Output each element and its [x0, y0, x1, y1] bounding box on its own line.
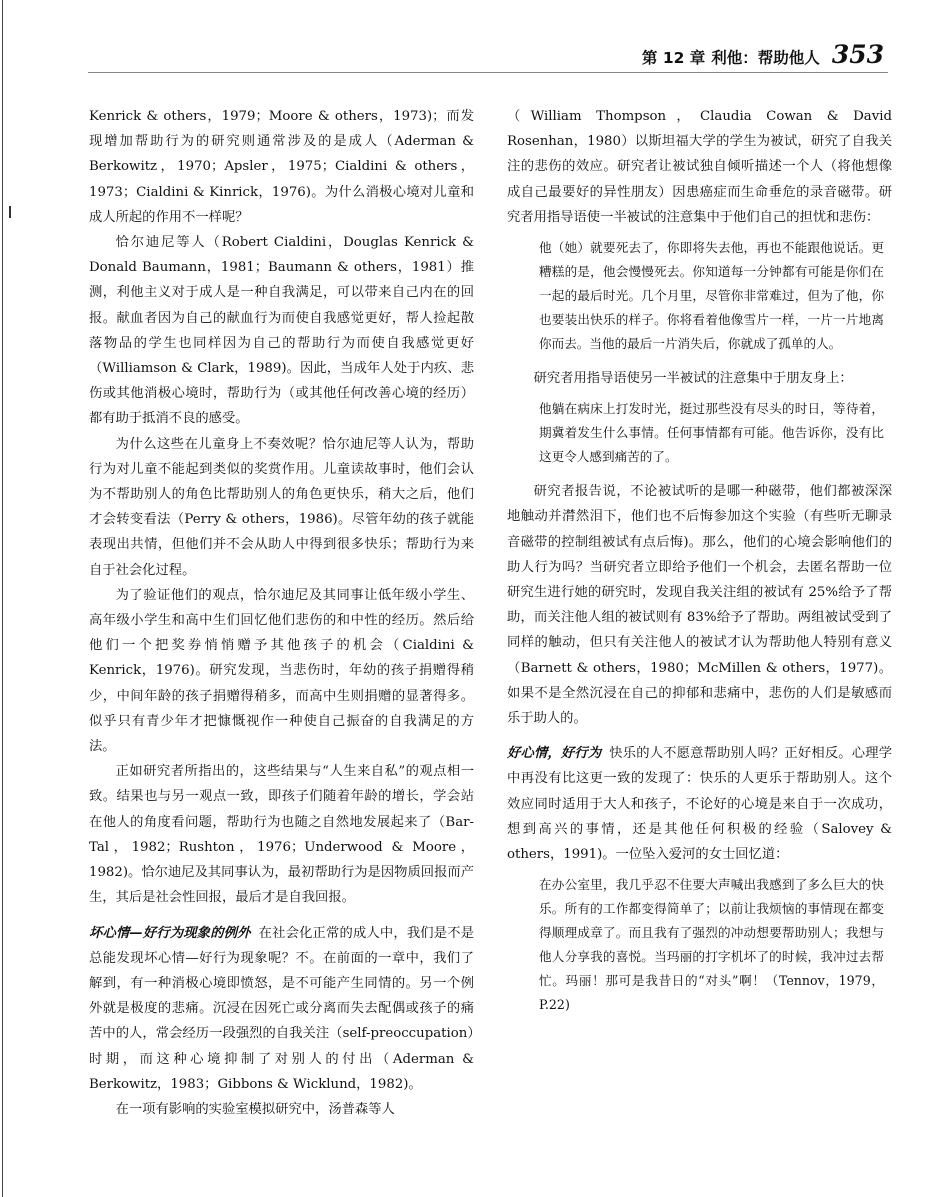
section-heading: 好心情，好行为 — [507, 746, 602, 762]
paragraph: （William Thompson，Claudia Cowan & David Rosenhan，1980）以斯坦福大学的学生为被试，研究了自我关注的悲伤的效应。研究者让被试独自倾听描述一个人（将他想像成自己最要好的异性朋友）因患癌症而生命垂危的录音磁带。研究者用指导语使一半被试的注意集中于他们自己的担忧和悲伤： — [507, 109, 892, 225]
block-quote: 他（她）就要死去了，你即将失去他，再也不能跟他说话。更糟糕的是，他会慢慢死去。你知道每一分钟都有可能是你们在一起的最后时光。几个月里，尽管你非常难过，但为了他，你也要装出快乐的样子。你将看着他像雪片一样，一片一片地离你而去。当他的最后一片消失后，你就成了孤单的人。 — [539, 240, 884, 352]
paragraph: 为什么这些在儿童身上不奏效呢？恰尔迪尼等人认为，帮助行为对儿童不能起到类似的奖赏作用。儿童读故事时，他们会认为不帮助别人的角色比帮助别人的角色更快乐，稍大之后，他们才会转变看法（Perry & others，1986)。尽管年幼的孩子就能表现出共情，但他们并不会从助人中得到很多快乐；帮助行为来自于社会化过程。 — [89, 436, 474, 578]
paragraph: 恰尔迪尼等人（Robert Cialdini，Douglas Kenrick & Donald Baumann，1981；Baumann & others，1981）推测，利他主义对于成人是一种自我满足，可以带来自己内在的回报。献血者因为自己的献血行为而使自我感觉更好，帮人捡起散落物品的学生也同样因为自己的帮助行为而使自我感觉更好（Williamson & Clark，1989)。因此，当成年人处于内疚、悲伤或其他消极心境时，帮助行为（或其他任何改善心境的经历）都有助于抵消不良的感受。 — [89, 235, 474, 427]
left-column — [89, 104, 474, 1122]
right-column — [507, 104, 892, 1027]
chapter-label: 第 12 章 — [641, 49, 706, 67]
page-number: 353 — [831, 40, 884, 69]
chapter-title: 利他：帮助他人 — [711, 49, 820, 67]
paragraph: 正如研究者所指出的，这些结果与“人生来自私”的观点相一致。结果也与另一观点一致，即孩子们随着年龄的增长，学会站在他人的角度看问题，帮助行为也随之自然地发展起来了（Bar-Tal，1982；Rushton，1976；Underwood & Moore，1982)。恰尔迪尼及其同事认为，最初帮助行为是因物质回报而产生，其后是社会性回报，最后才是自我回报。 — [89, 764, 474, 906]
margin-mark — [9, 206, 11, 218]
paragraph: Kenrick & others，1979；Moore & others，1973)；而发现增加帮助行为的研究则通常涉及的是成人（Aderman & Berkowitz，1970；Apsler，1975；Cialdini & others，1973；Cialdini & Kinrick，1976)。为什么消极心境对儿童和成人所起的作用不一样呢？ — [89, 109, 474, 225]
section-paragraph — [507, 741, 892, 867]
block-quote: 在办公室里，我几乎忍不住要大声喊出我感到了多么巨大的快乐。所有的工作都变得简单了；以前让我烦恼的事情现在都变得顺理成章了。而且我有了强烈的冲动想要帮助别人；我想与他人分享我的喜悦。当玛丽的打字机坏了的时候，我冲过去帮忙。玛丽！那可是我昔日的“对头”啊！（Tennov，1979，P.22) — [539, 877, 884, 1013]
running-header — [642, 40, 884, 70]
block-quote: 他躺在病床上打发时光，挺过那些没有尽头的时日，等待着，期冀着发生什么事情。任何事情都有可能。他告诉你，没有比这更令人感到痛苦的了。 — [539, 401, 884, 465]
page-binding-edge — [2, 0, 3, 1197]
section-text: 快乐的人不愿意帮助别人吗？正好相反。心理学中再没有比这更一致的发现了：快乐的人更乐于帮助别人。这个效应同时适用于大人和孩子，不论好的心境是来自于一次成功，想到高兴的事情，还是其他任何积极的经验（Salovey & others，1991)。一位坠入爱河的女士回忆道： — [507, 746, 893, 863]
section-text: 在社会化正常的成人中，我们是不是总能发现坏心情—好行为现象呢？不。在前面的一章中，我们了解到，有一种消极心境即愤怒，是不可能产生同情的。另一个例外就是极度的悲痛。沉浸在因死亡或分离而失去配偶或孩子的痛苦中的人，常会经历一段强烈的自我关注（self-preoccupation）时期，而这种心境抑制了对别人的付出（Aderman & Berkowitz，1983；Gibbons & Wicklund，1982)。 — [89, 925, 475, 1092]
section-heading: 坏心情—好行为现象的例外 — [89, 925, 251, 941]
paragraph: 在一项有影响的实验室模拟研究中，汤普森等人 — [115, 1101, 395, 1117]
paragraph: 为了验证他们的观点，恰尔迪尼及其同事让低年级小学生、高年级小学生和高中生们回忆他们悲伤的和中性的经历。然后给他们一个把奖券悄悄赠予其他孩子的机会（Cialdini & Kenrick，1976)。研究发现，当悲伤时，年幼的孩子捐赠得稍少，中间年龄的孩子捐赠得稍多，而高中生则捐赠的显著得多。似乎只有青少年才把慷慨视作一种使自己振奋的自我满足的方法。 — [89, 587, 474, 755]
header-rule — [88, 72, 888, 73]
section-paragraph — [89, 921, 474, 1097]
paragraph: 研究者用指导语使另一半被试的注意集中于朋友身上： — [533, 371, 853, 387]
paragraph: 研究者报告说，不论被试听的是哪一种磁带，他们都被深深地触动并潸然泪下，他们也不后悔参加这个实验（有些听无聊录音磁带的控制组被试有点后悔)。那么，他们的心境会影响他们的助人行为吗？当研究者立即给予他们一个机会，去匿名帮助一位研究生进行她的研究时，发现自我关注组的被试有 25%给予了帮助，而关注他人组的被试则有 83%给予了帮助。两组被试受到了同样的触动，但只有关注他人的被试才认为帮助他人特别有意义（Barnett & others，1980；McMillen & others，1977)。如果不是全然沉浸在自己的抑郁和悲痛中，悲伤的人们是敏感而乐于助人的。 — [507, 484, 892, 727]
